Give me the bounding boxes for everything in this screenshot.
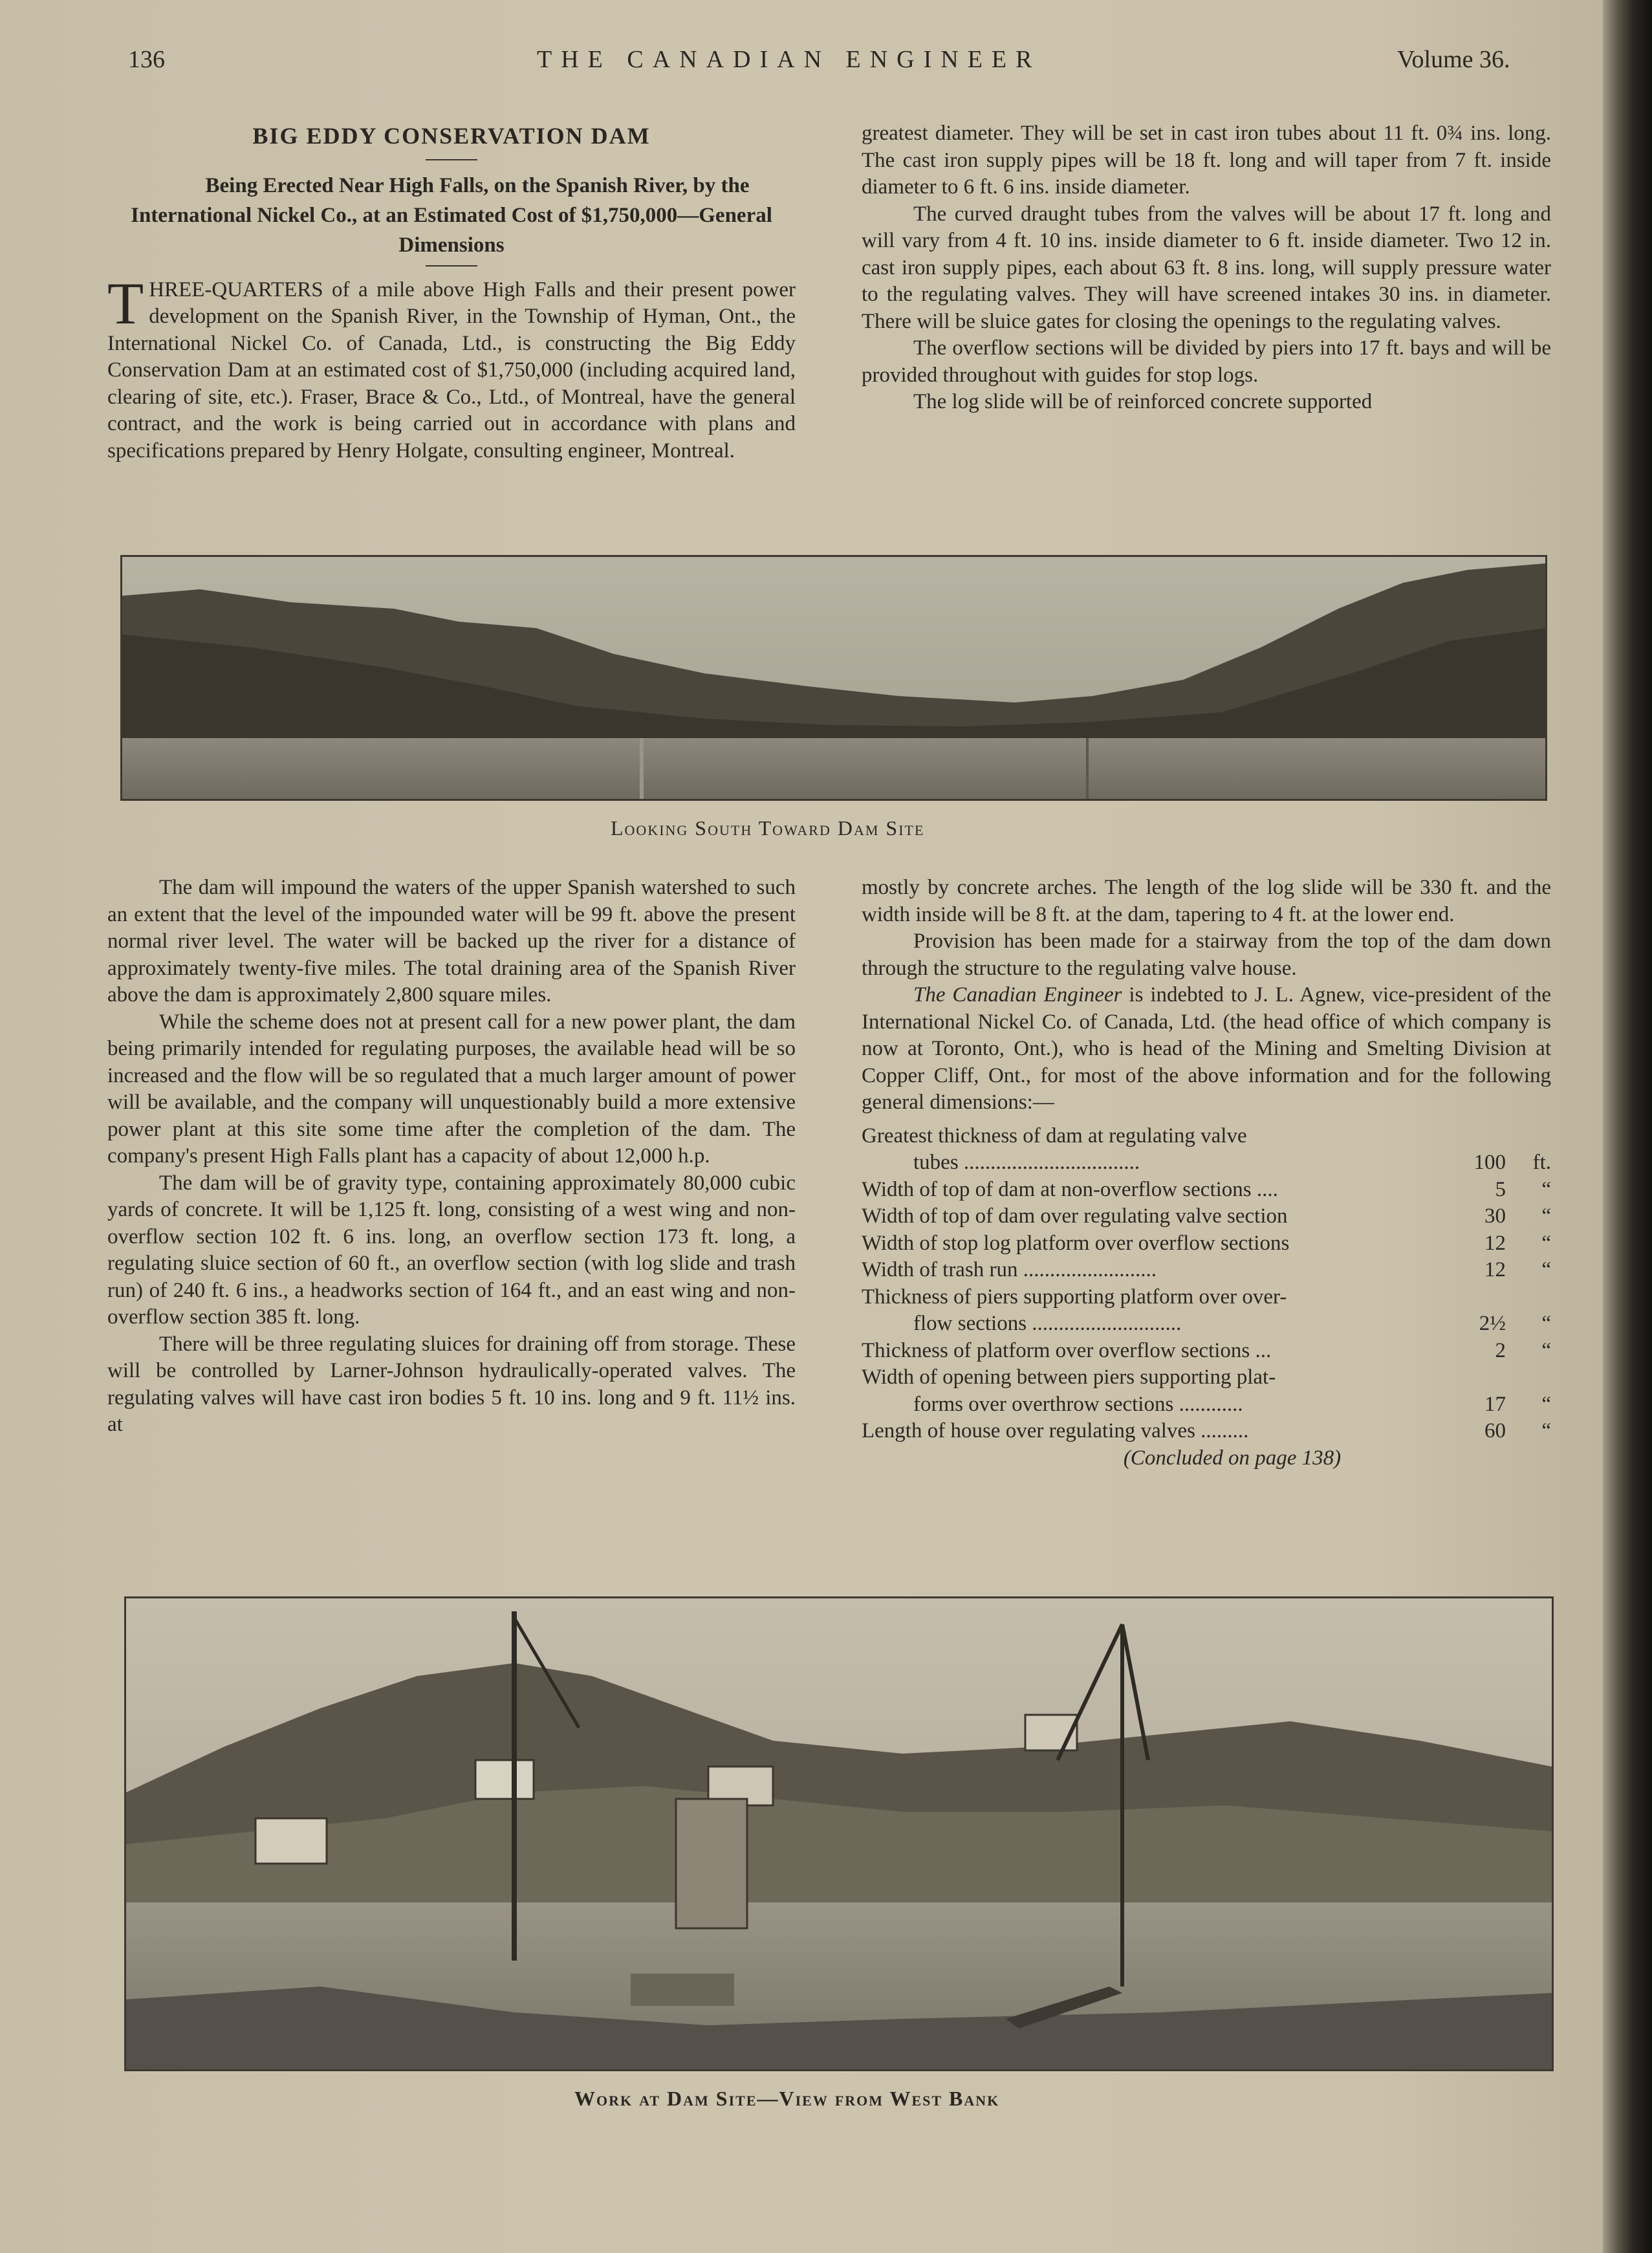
paragraph: The dam will impound the waters of the upper Spanish watershed to such an extent that the level of the impounded water will be 99 ft. above the present normal river level. The water will be backed up the river for a distance of approximately twenty-five miles. The total draining area of the Spanish River above the dam is approximately 2,800 square miles.: [107, 876, 796, 1007]
journal-name: The Canadian Engineer: [913, 983, 1122, 1007]
dimension-row: [862, 1418, 1551, 1445]
dimension-row: [862, 1284, 1551, 1311]
intro-text: HREE-QUARTERS of a mile above High Falls and their present power development on the Spanish River, in the Township of Hyman, Ont., the International Nickel Co. of Canada, Ltd., is constructing the Big Eddy Conservation Dam at an estimated cost of $1,750,000 (including acquired land, clearing of site, etc.). Fraser, Brace & Co., Ltd., of Montreal, have the general contract, and the work is being carried out in accordance with plans and specifications prepared by Henry Holgate, consulting engineer, Montreal.: [107, 278, 796, 463]
paragraph: While the scheme does not at present call for a new power plant, the dam being primarily intended for regulating purposes, the available head will be so increased and the flow will be so regulated that a much larger amount of power will be available, and the company will unquestionably build a more extensive power plant at this site some time after the completion of the dam. The company's present High Falls plant has a capacity of about 12,000 h.p.: [107, 1010, 796, 1168]
acknowledgement-paragraph: [862, 982, 1551, 1116]
continuation-note: (Concluded on page 138): [1123, 1446, 1342, 1470]
dimension-row: [862, 1391, 1551, 1419]
right-top-column: [862, 120, 1551, 416]
dimension-label: Thickness of piers supporting platform over over-: [862, 1285, 1287, 1309]
dimension-label: tubes .................................: [913, 1151, 1140, 1174]
dimension-value: 17: [1484, 1392, 1506, 1416]
dimension-row: [862, 1311, 1551, 1338]
dimension-value: 60: [1484, 1419, 1506, 1442]
dimension-label: Length of house over regulating valves .........: [862, 1419, 1249, 1442]
journal-title: THE CANADIAN ENGINEER: [537, 46, 1041, 73]
construction-photo: [124, 1596, 1554, 2071]
dimension-row: [862, 1149, 1551, 1177]
dimension-value: 12: [1484, 1231, 1506, 1255]
dimension-row: [862, 1177, 1551, 1204]
paragraph: The log slide will be of reinforced concrete supported: [913, 390, 1373, 413]
paragraph: Provision has been made for a stairway from the top of the dam down through the structure to the regulating valve house.: [862, 930, 1551, 980]
dimension-label: Width of opening between piers supporting plat-: [862, 1366, 1276, 1389]
dimension-row: [862, 1230, 1551, 1257]
dimension-value: 2½: [1479, 1312, 1506, 1335]
page-number: 136: [128, 46, 165, 73]
dimension-label: Thickness of platform over overflow sections ...: [862, 1338, 1272, 1362]
intro-paragraph: [107, 270, 796, 465]
binding-spine: [1603, 0, 1652, 2253]
right-bottom-column: [862, 875, 1551, 1472]
paragraph: There will be three regulating sluices for draining off from storage. These will be controlled by Larner-Johnson hydraulically-operated valves. The regulating valves will have cast iron bodies 5 ft. 10 ins. long and 9 ft. 11½ ins. at: [107, 1332, 796, 1436]
dimension-label: Width of trash run .........................: [862, 1258, 1157, 1281]
article-subtitle: Being Erected Near High Falls, on the Spanish River, by the International Nickel Co., at an Estimated Cost of $1,750,000—General Dimensions: [131, 173, 772, 257]
dimension-label: Greatest thickness of dam at regulating valve: [862, 1124, 1247, 1148]
dimension-row: [862, 1257, 1551, 1284]
dimension-value: 30: [1484, 1204, 1506, 1228]
left-top-column: [107, 123, 796, 464]
paragraph: mostly by concrete arches. The length of the log slide will be 330 ft. and the width inside will be 8 ft. at the dam, tapering to 4 ft. at the lower end.: [862, 876, 1551, 926]
dimension-value: 5: [1495, 1177, 1506, 1201]
panorama-photo: [120, 555, 1547, 801]
dimension-unit: “: [1541, 1177, 1551, 1201]
dimension-label: Width of stop log platform over overflow sections: [862, 1231, 1290, 1255]
article-title: BIG EDDY CONSERVATION DAM: [252, 123, 651, 149]
photo-caption: Work at Dam Site—View from West Bank: [574, 2087, 1000, 2110]
title-rule: [426, 159, 477, 160]
dimension-unit: “: [1541, 1392, 1551, 1416]
dimension-unit: “: [1541, 1338, 1551, 1362]
drop-cap: T: [107, 270, 144, 336]
dimensions-table: [862, 1123, 1551, 1445]
dimension-label: forms over overthrow sections ............: [913, 1392, 1243, 1416]
dimension-value: 12: [1484, 1258, 1506, 1281]
dimension-row: [862, 1203, 1551, 1230]
dimension-row: [862, 1364, 1551, 1391]
dimension-label: Width of top of dam over regulating valve section: [862, 1204, 1288, 1228]
dimension-unit: “: [1541, 1231, 1551, 1255]
dimension-value: 2: [1495, 1338, 1506, 1362]
paragraph: The dam will be of gravity type, containing approximately 80,000 cubic yards of concrete. It will be 1,125 ft. long, consisting of a west wing and non-overflow section 102 ft. 6 ins. long, an overflow section 173 ft. long, a regulating sluice section of 60 ft., an overflow section (with log slide and trash run) of 240 ft. 6 ins., a headworks section of 164 ft., and an east wing and non-overflow section 385 ft. long.: [107, 1171, 796, 1329]
paragraph: The overflow sections will be divided by piers into 17 ft. bays and will be provided throughout with guides for stop logs.: [862, 336, 1551, 387]
acknowledgement-text: is indebted to J. L. Agnew, vice-president of the International Nickel Co. of Canada, Ltd. (the head office of which company is now at Toronto, Ont.), who is head of the Mining and Smelting Division at Copper Cliff, Ont., for most of the above information and for the following general dimensions:—: [862, 983, 1551, 1114]
subtitle-rule: [426, 265, 477, 267]
dimension-unit: “: [1541, 1312, 1551, 1335]
paragraph: The curved draught tubes from the valves will be about 17 ft. long and will vary from 4 ft. 10 ins. inside diameter to 6 ft. inside diameter. Two 12 in. cast iron supply pipes, each about 63 ft. 8 ins. long, will supply pressure water to the regulating valves. They will have screened intakes 30 ins. in diameter. There will be sluice gates for closing the openings to the regulating valves.: [862, 202, 1551, 333]
dimension-unit: “: [1541, 1204, 1551, 1228]
paragraph: greatest diameter. They will be set in cast iron tubes about 11 ft. 0¾ ins. long. The cast iron supply pipes will be 18 ft. long and will taper from 7 ft. inside diameter to 6 ft. 6 ins. inside diameter.: [862, 122, 1551, 199]
left-bottom-column: [107, 875, 796, 1439]
dimension-value: 100: [1473, 1151, 1506, 1174]
volume-label: Volume 36.: [1397, 46, 1510, 73]
dimension-label: Width of top of dam at non-overflow sections ....: [862, 1177, 1278, 1201]
dimension-row: [862, 1123, 1551, 1150]
photo-caption: Looking South Toward Dam Site: [611, 816, 925, 840]
dimension-label: flow sections ............................: [913, 1312, 1182, 1335]
dimension-unit: ft.: [1532, 1151, 1551, 1174]
dimension-unit: “: [1541, 1258, 1551, 1281]
dimension-row: [862, 1338, 1551, 1365]
dimension-unit: “: [1541, 1419, 1551, 1442]
